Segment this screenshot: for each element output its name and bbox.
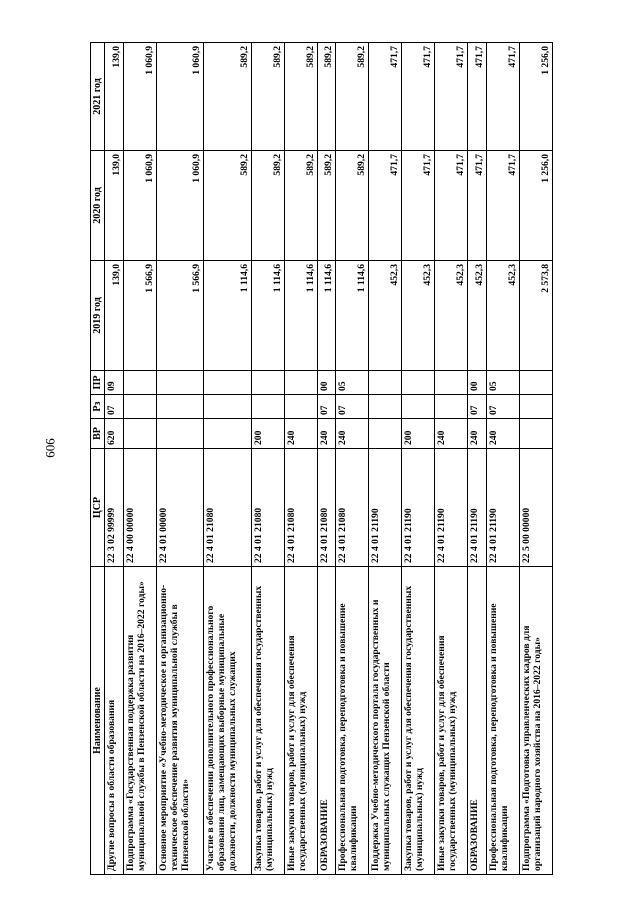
header-vr: ВР [91,419,105,449]
cell-y2019: 139,0 [105,261,124,371]
table-row [369,43,402,875]
cell-y2019: 452,3 [435,261,468,371]
cell-name: Профессиональная подготовка, переподготовка и повышение квалификации [486,567,519,875]
cell-csr: 22 4 00 00000 [123,449,156,567]
page-number-text: 909 [43,438,58,458]
cell-pr [123,371,156,395]
cell-y2020: 1 256,0 [519,151,552,261]
cell-pr: 05 [336,371,369,395]
cell-name: Закупка товаров, работ и услуг для обеспечения государственных (муниципальных) нужд [402,567,435,875]
cell-y2019: 1 114,6 [317,261,336,371]
cell-y2020: 471,7 [486,151,519,261]
cell-y2020: 589,2 [336,151,369,261]
cell-pr [402,371,435,395]
cell-name: Закупка товаров, работ и услуг для обеспечения государственных (муниципальных) нужд [251,567,284,875]
header-pr: ПР [91,371,105,395]
cell-rz [284,395,317,419]
cell-csr: 22 4 01 21080 [204,449,252,567]
cell-y2020: 1 060,9 [156,151,204,261]
budget-table-container [90,43,553,875]
cell-name: Другие вопросы в области образования [105,567,124,875]
cell-y2020: 589,2 [317,151,336,261]
cell-name: Подпрограмма «Подготовка управленческих кадров для организаций народного хозяйства на 2016–2022 годы» [519,567,552,875]
cell-rz: 07 [486,395,519,419]
cell-y2021: 589,2 [317,43,336,151]
cell-rz: 07 [105,395,124,419]
cell-y2020: 471,7 [369,151,402,261]
cell-vr: 200 [251,419,284,449]
table-header-row [91,43,105,875]
cell-vr: 240 [486,419,519,449]
table-row [519,43,552,875]
cell-y2021: 471,7 [369,43,402,151]
table-row [435,43,468,875]
cell-name: Подпрограмма «Государственная поддержка развития муниципальной службы в Пензенской области на 2016–2022 годы» [123,567,156,875]
cell-name: ОБРАЗОВАНИЕ [468,567,487,875]
cell-vr [369,419,402,449]
cell-y2019: 2 573,8 [519,261,552,371]
cell-rz: 07 [317,395,336,419]
cell-y2021: 1 060,9 [123,43,156,151]
cell-rz [435,395,468,419]
cell-csr: 22 4 01 00000 [156,449,204,567]
cell-y2020: 589,2 [251,151,284,261]
cell-y2020: 589,2 [284,151,317,261]
cell-vr: 240 [435,419,468,449]
cell-vr: 240 [468,419,487,449]
cell-pr [204,371,252,395]
header-2019: 2019 год [91,261,105,371]
cell-y2021: 1 060,9 [156,43,204,151]
cell-pr: 00 [468,371,487,395]
cell-csr: 22 4 01 21190 [369,449,402,567]
cell-csr: 22 4 01 21080 [336,449,369,567]
cell-y2019: 452,3 [468,261,487,371]
cell-y2020: 139,0 [105,151,124,261]
cell-pr: 09 [105,371,124,395]
cell-vr: 620 [105,419,124,449]
cell-pr [435,371,468,395]
cell-rz [519,395,552,419]
cell-y2019: 1 114,6 [204,261,252,371]
header-2020: 2020 год [91,151,105,261]
cell-rz: 07 [468,395,487,419]
table-row [204,43,252,875]
cell-y2019: 452,3 [369,261,402,371]
table-row [402,43,435,875]
cell-y2019: 452,3 [402,261,435,371]
cell-y2020: 589,2 [204,151,252,261]
table-row [284,43,317,875]
header-rz: Рз [91,395,105,419]
cell-csr: 22 4 01 21190 [402,449,435,567]
cell-pr: 00 [317,371,336,395]
cell-y2021: 589,2 [284,43,317,151]
cell-csr: 22 4 01 21190 [435,449,468,567]
cell-y2019: 1 114,6 [251,261,284,371]
cell-vr [519,419,552,449]
cell-y2021: 471,7 [435,43,468,151]
cell-y2019: 1 114,6 [284,261,317,371]
cell-y2021: 471,7 [402,43,435,151]
cell-csr: 22 4 01 21080 [251,449,284,567]
header-name: Наименование [91,567,105,875]
header-2021: 2021 год [91,43,105,151]
cell-y2020: 471,7 [468,151,487,261]
cell-y2021: 471,7 [468,43,487,151]
cell-rz: 07 [336,395,369,419]
cell-rz [402,395,435,419]
cell-y2021: 471,7 [486,43,519,151]
cell-rz [204,395,252,419]
cell-y2021: 589,2 [336,43,369,151]
table-row [105,43,124,875]
cell-y2019: 452,3 [486,261,519,371]
cell-vr: 200 [402,419,435,449]
cell-pr: 05 [486,371,519,395]
cell-pr [156,371,204,395]
cell-pr [519,371,552,395]
cell-vr: 240 [284,419,317,449]
table-row [123,43,156,875]
cell-y2021: 139,0 [105,43,124,151]
table-row [317,43,336,875]
cell-name: ОБРАЗОВАНИЕ [317,567,336,875]
cell-vr: 240 [317,419,336,449]
table-row [486,43,519,875]
cell-pr [369,371,402,395]
cell-name: Иные закупки товаров, работ и услуг для обеспечения государственных (муниципальных) нужд [435,567,468,875]
cell-csr: 22 4 01 21190 [486,449,519,567]
cell-csr: 22 4 01 21080 [284,449,317,567]
cell-name: Поддержка Учебно-методического портала государственных и муниципальных служащих Пензенской области [369,567,402,875]
cell-y2020: 1 060,9 [123,151,156,261]
cell-name: Иные закупки товаров, работ и услуг для обеспечения государственных (муниципальных) нужд [284,567,317,875]
cell-y2021: 589,2 [251,43,284,151]
table-row [251,43,284,875]
cell-csr: 22 4 01 21080 [317,449,336,567]
cell-pr [251,371,284,395]
cell-name: Участие в обеспечении дополнительного профессионального образования лиц, замещающих выборные муниципальные должности, должности муниципальных служащих [204,567,252,875]
table-row [468,43,487,875]
header-csr: ЦСР [91,449,105,567]
cell-y2021: 1 256,0 [519,43,552,151]
cell-vr: 240 [336,419,369,449]
cell-y2019: 1 114,6 [336,261,369,371]
cell-y2020: 471,7 [402,151,435,261]
table-row [336,43,369,875]
table-body [105,43,553,875]
cell-name: Основное мероприятие «Учебно-методическое и организационно-техническое обеспечение развития муниципальной службы в Пензенской области» [156,567,204,875]
cell-y2020: 471,7 [435,151,468,261]
cell-rz [156,395,204,419]
cell-csr: 22 4 01 21190 [468,449,487,567]
cell-y2019: 1 566,9 [123,261,156,371]
cell-csr: 22 3 02 99999 [105,449,124,567]
cell-rz [251,395,284,419]
cell-pr [284,371,317,395]
cell-rz [123,395,156,419]
cell-name: Профессиональная подготовка, переподготовка и повышение квалификации [336,567,369,875]
budget-table [90,42,553,875]
cell-y2019: 1 566,9 [156,261,204,371]
cell-vr [204,419,252,449]
table-row [156,43,204,875]
cell-csr: 22 5 00 00000 [519,449,552,567]
cell-rz [369,395,402,419]
cell-y2021: 589,2 [204,43,252,151]
cell-vr [156,419,204,449]
cell-vr [123,419,156,449]
